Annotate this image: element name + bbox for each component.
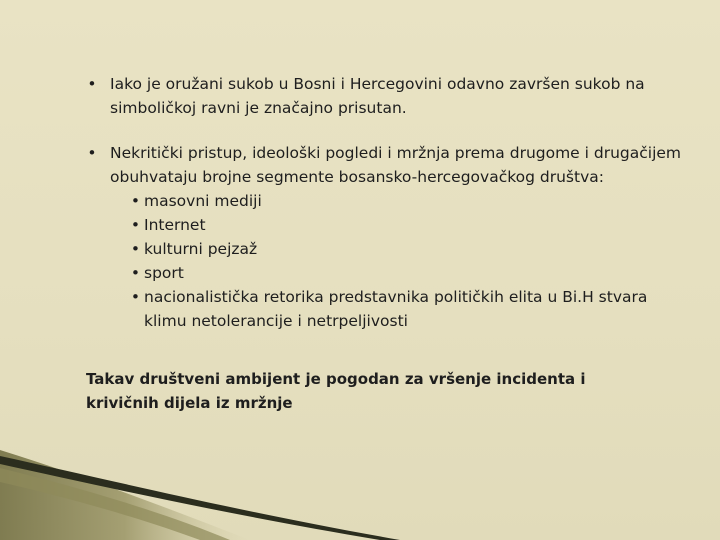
bullet-item-2 xyxy=(82,141,682,333)
sub-bullet-item xyxy=(110,285,682,333)
bullet-text-1: Iako je oružani sukob u Bosni i Hercegovini odavno završen sukob na simboličkoj ravni je značajno prisutan. xyxy=(110,75,645,117)
sub-bullet-glyph xyxy=(110,189,140,213)
sub-bullet-text: kulturni pejzaž xyxy=(144,240,258,258)
sub-bullet-text: nacionalistička retorika predstavnika političkih elita u Bi.H stvara klimu netolerancije i netrpeljivosti xyxy=(144,288,648,330)
summary-text: Takav društveni ambijent je pogodan za vršenje incidenta i krivičnih dijela iz mržnje xyxy=(86,370,586,412)
slide-content xyxy=(82,72,682,415)
sub-bullet-item xyxy=(110,237,682,261)
decorative-swoosh xyxy=(0,420,720,540)
sub-bullet-glyph xyxy=(110,285,140,309)
sub-bullet-item xyxy=(110,189,682,213)
sub-bullet-item xyxy=(110,213,682,237)
sub-bullet-item xyxy=(110,261,682,285)
sub-bullet-text: sport xyxy=(144,264,184,282)
bullet-glyph: • xyxy=(87,144,97,162)
bullet-item-1 xyxy=(82,72,682,120)
sub-bullet-glyph xyxy=(110,237,140,261)
sub-bullet-glyph xyxy=(110,261,140,285)
sub-bullet-text: masovni mediji xyxy=(144,192,262,210)
sub-bullet-glyph xyxy=(110,213,140,237)
sub-bullet-list xyxy=(110,189,682,333)
sub-bullet-text: Internet xyxy=(144,216,206,234)
bullet-glyph: • xyxy=(87,75,97,93)
bullet-text-2-main: Nekritički pristup, ideološki pogledi i mržnja prema drugome i drugačijem obuhvataju brojne segmente bosansko-hercegovačkog društva: xyxy=(110,144,682,186)
